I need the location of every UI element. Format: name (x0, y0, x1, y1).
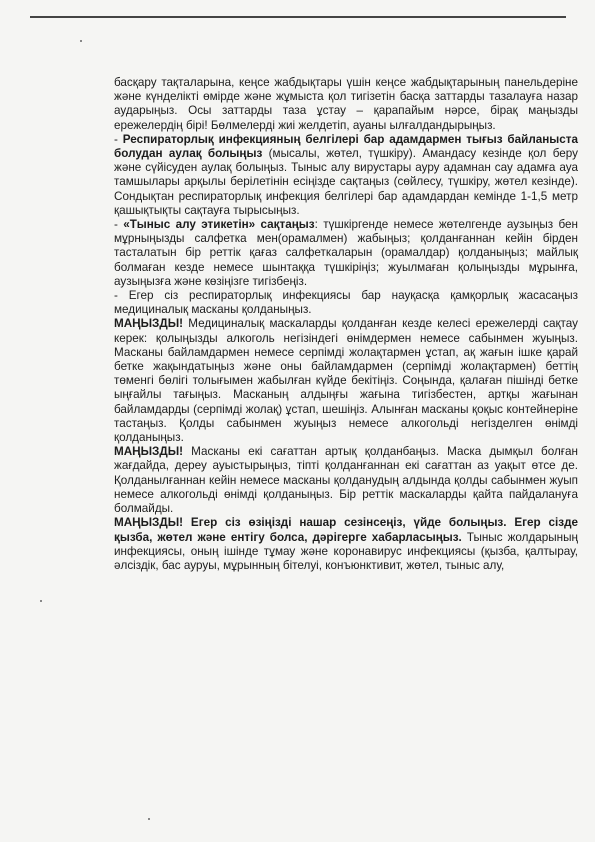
top-rule (30, 16, 566, 18)
text-run: басқару тақталарына, кеңсе жабдықтары үшін кеңсе жабдықтарының панельдеріне және күнделікті өмірде және жұмыста қол тигізетін басқа заттарды тазалауға назар аударыңыз. Осы заттарды таза ұстау – қарапайым нәрсе, бірақ маңызды ережелердің бірі! Бөлмелерді жиі желдетіп, ауаны ылғалдандырыңыз. (114, 76, 578, 132)
text-run: Медициналық маскаларды қолданған кезде келесі ережелерді сақтау керек: қолыңызды алкоголь негізіндегі өнімдермен немесе сабынмен жуыңыз. Масканы байламдармен немесе серпімді жолақтармен ұстап, ақ жағын ішке қарай бетке жақындатыңыз және оны байламдармен (серпімді жолақтармен) беттің төменгі бөлігі толығымен жабылған күйде бекітіңіз. Соңында, қалаған пішінді бетке ыңғайлы тағыңыз. Масканың алдыңғы жағына тигізбестен, артқы жағынан байламдарды (серпімді жолақ) ұстап, шешіңіз. Алынған масканы қоқыс контейнеріне тастаңыз. Қолды сабынмен жуыңыз немесе алкогольді негізделген өнімді қолданыңыз. (114, 317, 578, 445)
paragraph-p5 (114, 317, 578, 445)
scan-speck (148, 818, 150, 820)
text-run: (мысалы, жөтел, түшкіру). Амандасу кезінде қол беру және сүйісуден аулақ болыңыз. Тыныс алу вирустары ауру адамнан сау адамға ауа тамшылары арқылы берілетінін есіңізде сақтаңыз (сөйлесу, түшкіру, жөтел кезінде). Сондықтан респираторлық инфекция белгілері бар адамдардан кемінде 1-1,5 метр қашықтықты сақтауға тырысыңыз. (114, 147, 578, 217)
paragraph-p4 (114, 289, 578, 317)
bold-text-run: МАҢЫЗДЫ! (114, 317, 184, 331)
paragraph-p7 (114, 516, 578, 573)
bold-text-run: МАҢЫЗДЫ! Егер сіз өзіңізді нашар сезінсеңіз, үйде болыңыз. Егер сізде қызба, жөтел және ентігу болса, дәрігерге хабарласыңыз. (114, 516, 578, 544)
paragraph-p2 (114, 133, 578, 218)
paragraph-p6 (114, 445, 578, 516)
document-body (114, 76, 578, 573)
paragraph-p3 (114, 218, 578, 289)
text-run: - (114, 132, 123, 146)
text-run: : түшкіргенде немесе жөтелгенде аузыңыз бен мұрныңызды салфетка мен(орамалмен) жабыңыз; қолданғаннан кейін бірден тасталатын бір реттік қағаз салфеткаларын (орамалдар) қолданыңыз; майлық болмаған кезде немесе шынтаққа түшкіріңіз; жуылмаған қолыңызды мұрынға, аузыңызға және көзіңізге тигізбеңіз. (114, 218, 578, 288)
paragraph-p1 (114, 76, 578, 133)
bold-text-run: Респираторлық инфекцияның белгілері бар адамдармен тығыз байланыста болудан аулақ болыңыз (114, 132, 579, 161)
scan-speck (40, 600, 42, 602)
bold-text-run: МАҢЫЗДЫ! (114, 445, 184, 459)
text-run: - (114, 218, 124, 232)
scan-speck (80, 40, 82, 42)
text-run: - Егер сіз респираторлық инфекциясы бар науқасқа қамқорлық жасасаңыз медициналық масканы қолданыңыз. (114, 289, 578, 317)
text-run: Тыныс жолдарының инфекциясы, оның ішінде тұмау және коронавирус инфекциясы (қызба, қалтырау, әлсіздік, бас ауруы, мұрынның бітелуі, конъюнктивит, жөтел, тыныс алу, (114, 530, 578, 572)
bold-text-run: «Тыныс алу этикетін» сақтаңыз (123, 218, 315, 232)
text-run: Масканы екі сағаттан артық қолданбаңыз. Маска дымқыл болған жағдайда, дереу ауыстырыңыз, тіпті қолданғаннан екі сағаттан аз уақыт өтсе де. Қолданылғаннан кейін немесе масканы қолданудың алдында қолды сабынмен жуып немесе алкогольді өнімді қолданыңыз. Бір реттік маскаларды қайта пайдалануға болмайды. (114, 445, 578, 516)
